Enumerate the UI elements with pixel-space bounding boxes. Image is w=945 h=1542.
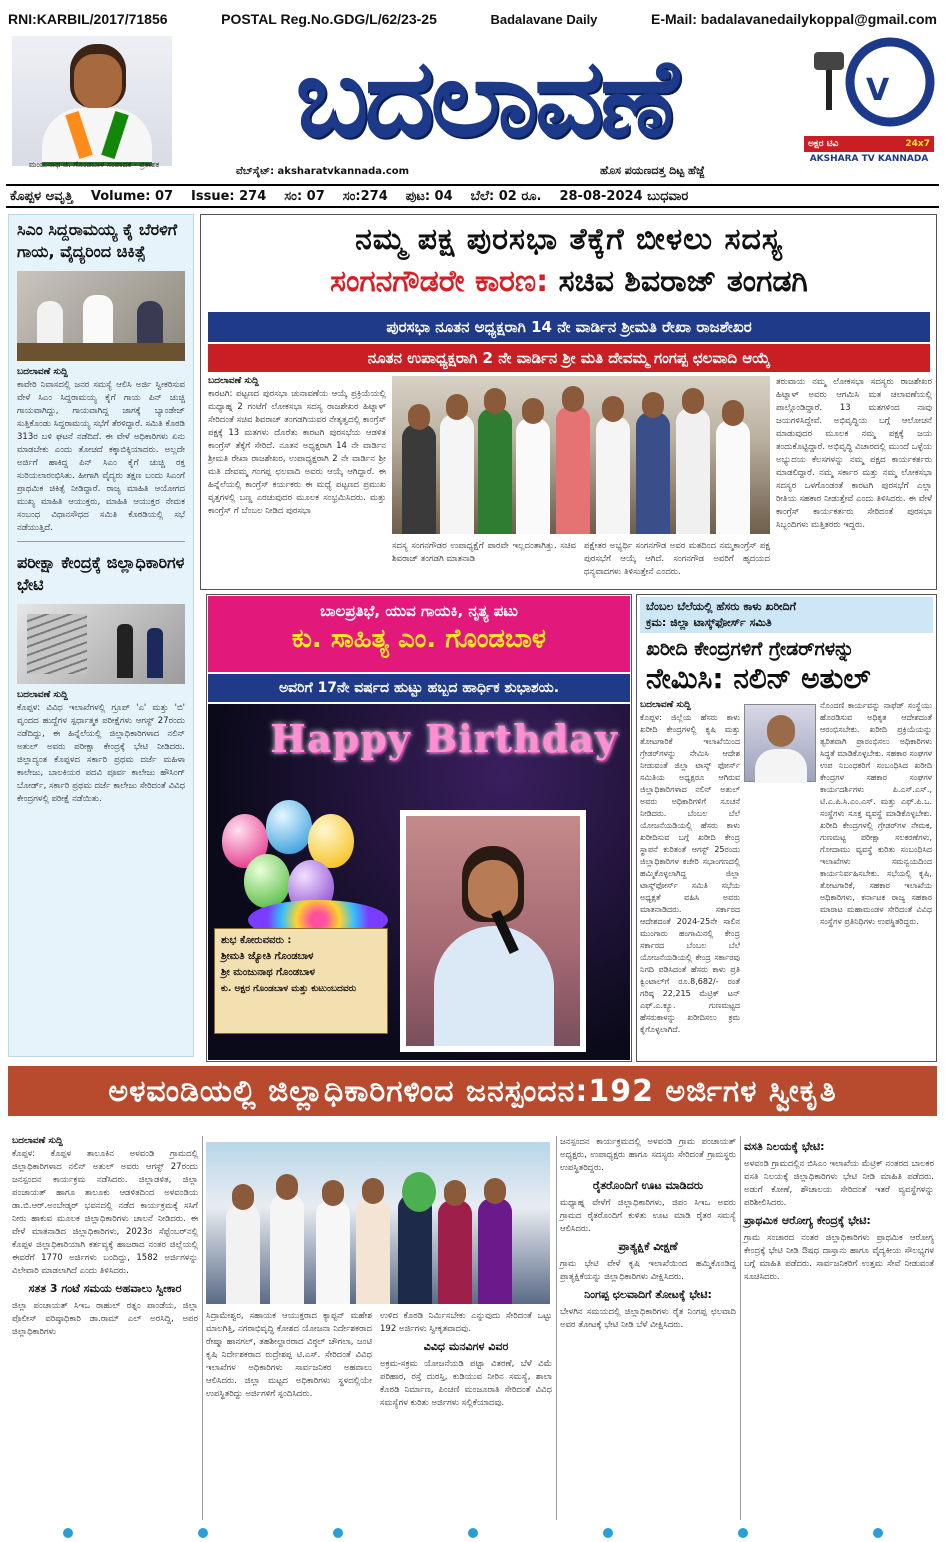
- dc-headline-2: ನೇಮಿಸಿ: ನಲಿನ್ ಅತುಲ್: [646, 662, 871, 695]
- bottom-byline: ಬದಲಾವಣೆ ಸುದ್ದಿ: [12, 1136, 63, 1146]
- main-headline-2-black: ಸಚಿವ ಶಿವರಾಜ್ ತಂಗಡಗಿ: [548, 264, 808, 299]
- bottom-col1b-text: ಜಿಲ್ಲಾ ಪಂಚಾಯತ್ ಸಿಇಒ ರಾಹುಲ್ ರತ್ನಂ ಪಾಂಡೆಯ, ಜಿಲ್ಲಾ ಪೊಲೀಸ್ ವರಿಷ್ಠಾಧಿಕಾರಿ ಡಾ.ರಾಮ್ ಎಲ್ ಅರಸಿದ್ದಿ, ಅಪರ ಜಿಲ್ಲಾಧಿಕಾರಿಗಳು: [12, 1301, 198, 1337]
- birthday-name: ಕು. ಸಾಹಿತ್ಯ ಎಂ. ಗೊಂಡಬಾಳ: [291, 624, 547, 654]
- tv-badge: 24x7: [905, 139, 930, 149]
- main-headline-1: ನಮ್ಮ ಪಕ್ಷ ಪುರಸಭಾ ತೆಕ್ಕೆಗೆ ಬೀಳಲು ಸದಸ್ಯ: [355, 222, 783, 257]
- main-story-col1: [208, 376, 386, 518]
- dc-kicker-line2: ಕ್ರಮ: ಜಿಲ್ಲಾ ಟಾಸ್ಕ್‌ಫೋರ್ಸ್ ಸಮಿತಿ: [646, 616, 772, 629]
- bottom-sub7: ಪ್ರಾಥಮಿಕ ಆರೋಗ್ಯ ಕೇಂದ್ರಕ್ಕೆ ಭೇಟಿ:: [744, 1214, 871, 1227]
- happy-birthday-text: Happy Birthday: [270, 716, 619, 761]
- bottom-col2-text: ಸಿದ್ರಾಮೇಶ್ವರ, ಸಹಾಯಕ ಆಯುಕ್ತರಾದ ಕ್ಯಾಪ್ಟನ್ ಮಹೇಶ ಮಾಲಗಿತ್ತಿ, ನಗರಾಭಿವೃದ್ಧಿ ಕೋಶದ ಯೋಜನಾ ನಿರ್ದೇಶಕರಾದ ರೇಷ್ಮಾ ಹಾನಗಲ್, ತಹಶೀಲ್ದಾರರಾದ ವಿಠ್ಠಲ್ ಚೌಗಲಾ, ಜಂಟಿ ಕೃಷಿ ನಿರ್ದೇಶಕರಾದ ರುದ್ರೇಶಪ್ಪ ಟಿ.ಎಸ್. ಸೇರಿದಂತೆ ವಿವಿಧ ಇಲಾಖೆಗಳ ಅಧಿಕಾರಿಗಳು ಸಾರ್ವಜನಿಕರ ಅಹವಾಲು ಆಲಿಸಿದರು. ಜಿಲ್ಲಾ ಮಟ್ಟದ ಅಧಿಕಾರಿಗಳು ಸ್ಥಳದಲ್ಲಿಯೇ ಉಪಸ್ಥಿತರಿದ್ದು ಅರ್ಜಿಗಳಿಗೆ ಸ್ಪಂದಿಸಿದರು.: [206, 1311, 372, 1399]
- footer-registration-marks: [0, 1528, 945, 1538]
- tagline: ಹೊಸ ಪಯಣದತ್ತ ದಿಟ್ಟ ಹೆಜ್ಜೆ: [600, 164, 705, 177]
- dc-col-left: [640, 700, 740, 1036]
- exam-story-body: ಕೊಪ್ಪಳ: ವಿವಿಧ ಇಲಾಖೆಗಳಲ್ಲಿ ಗ್ರೂಪ್ 'ಎ' ಮತ್ತು 'ಬಿ' ವೃಂದದ ಹುದ್ದೆಗಳ ಸ್ಪರ್ಧಾತ್ಮಕ ಪರೀಕ್ಷೆಗಳು ಆಗಸ್ಟ್ 27ರಂದು ನಡೆದಿದ್ದು, ಈ ಹಿನ್ನೆಲೆಯಲ್ಲಿ ಜಿಲ್ಲಾಧಿಕಾರಿಗಳಾದ ನಲಿನ್ ಅತುಲ್ ಅವರು ಪರೀಕ್ಷಾ ಕೇಂದ್ರಕ್ಕೆ ಭೇಟಿ ನೀಡಿದರು. ಜಿಲ್ಲಾದ್ಯಂತ ಕೊಪ್ಪಳದ ಸರ್ಕಾರಿ ಪ್ರಥಮ ದರ್ಜೆ ಮಹಿಳಾ ಕಾಲೇಜು, ಬಾಲಕಿಯರ ಪದವಿ ಪೂರ್ವ ಕಾಲೇಜು ಹೌಸಿಂಗ್ ಬೋರ್ಡ್, ಸರ್ಕಾರಿ ಪ್ರಥಮ ದರ್ಜೆ ಕಾಲೇಜು ಸೇರಿದಂತೆ ವಿವಿಧ ಕೇಂದ್ರಗಳಲ್ಲಿ ಪರೀಕ್ಷೆ ನಡೆಯಿತು.: [17, 703, 185, 804]
- bottom-col3b-text: ಅಕ್ರಮ-ಸಕ್ರಮ ಯೋಜನೆಯಡಿ ಪಟ್ಟಾ ವಿತರಣೆ, ಬೆಳೆ ವಿಮೆ ಪರಿಹಾರ, ರಸ್ತೆ ದುರಸ್ತಿ, ಕುಡಿಯುವ ನೀರಿನ ಸಮಸ್ಯೆ, ಶಾಲಾ ಕೊಠಡಿ ನಿರ್ಮಾಣ, ಪಿಂಚಣಿ ಮಂಜೂರಾತಿ ಸೇರಿದಂತೆ ವಿವಿಧ ಸಮಸ್ಯೆಗಳ ಕುರಿತು ಅರ್ಜಿಗಳು ಸಲ್ಲಿಕೆಯಾದವು.: [380, 1359, 552, 1408]
- rni-number: RNI:KARBIL/2017/71856: [8, 11, 168, 27]
- main-headline-2: [208, 264, 930, 299]
- cm-meeting-photo: [17, 271, 185, 361]
- bottom-col3: [380, 1310, 552, 1410]
- dc-kicker-line1: ಬೆಂಬಲ ಬೆಲೆಯಲ್ಲಿ ಹೆಸರು ಕಾಳು ಖರೀದಿಗೆ: [646, 600, 796, 613]
- dc-headline-1: ಖರೀದಿ ಕೇಂದ್ರಗಳಿಗೆ ಗ್ರೇಡರ್‌ಗಳನ್ನು: [646, 638, 855, 660]
- photo-caption-right: ಪಕ್ಷೇತರ ಅಭ್ಯರ್ಥಿ ಸಂಗನಗೌಡ ಅವರ ಮತದಿಂದ ನಮ್ಮಕಾಂಗ್ರೆಸ್ ಪಕ್ಷ ಪುರಸಭೆಗೆ ಆಯ್ಕೆ ಆಗಿದೆ. ಸಂಗನಗೌಡ ಅವರಿಗೆ ಹೃದಯದ ಧನ್ಯವಾದಗಳು ತಿಳಿಸುತ್ತೇನೆ ಎಂದರು.: [584, 541, 770, 577]
- editor-photo: [12, 36, 172, 166]
- council-group-photo: [392, 376, 770, 534]
- wisher-1: ಶ್ರೀಮತಿ ಜ್ಯೋತಿ ಗೊಂಡಬಾಳ: [221, 951, 314, 962]
- bottom-col4c-text: ಗ್ರಾಮ ಭೇಟಿ ವೇಳೆ ಕೃಷಿ ಇಲಾಖೆಯಿಂದ ಹಮ್ಮಿಕೊಂಡಿದ್ದ ಪ್ರಾತ್ಯಕ್ಷಿಕೆಯನ್ನು ಜಿಲ್ಲಾಧಿಕಾರಿಗಳು ವೀಕ್ಷಿಸಿದರು.: [560, 1259, 736, 1282]
- edition-label: ಕೊಪ್ಪಳ ಆವೃತ್ತಿ: [10, 188, 73, 204]
- vice-president-bar: ನೂತನ ಉಪಾಧ್ಯಕ್ಷರಾಗಿ 2 ನೇ ವಾರ್ಡಿನ ಶ್ರೀ ಮತಿ ದೇವಮ್ಮ ಗಂಗಪ್ಪ ಛಲವಾದಿ ಆಯ್ಕೆ: [208, 344, 930, 372]
- bottom-col5: [744, 1136, 934, 1284]
- column-divider: [740, 1136, 741, 1520]
- dc-body-right: ನೊಂದಣಿ ಕಾರ್ಯವನ್ನು ನಾಫೆಡ್ ಸಂಸ್ಥೆಯು ಹೊರಡಿಸುವ ಅಧಿಕೃತ ಆದೇಶದಂತೆ ಆರಂಭಿಸಬೇಕು. ಖರೀದಿ ಪ್ರಕ್ರಿಯೆಯನ್ನು ತ್ವರಿತವಾಗಿ ಪ್ರಾರಂಭಿಸಲು ಅಧಿಕಾರಿಗಳು ಸಿದ್ಧತೆ ಮಾಡಿಕೊಳ್ಳಬೇಕು. ಸಹಕಾರ ಸಂಘಗಳ ಉಪ ನಿಬಂಧಕರಿಗೆ ಸಂಬಂಧಿಸಿದ ಖರೀದಿ ಕೇಂದ್ರಗಳ ಸಹಕಾರ ಸಂಘಗಳ ಕಾರ್ಯದರ್ಶಿಗಳು ಪಿ.ಎಸ್.ಎಸ್., ಟಿ.ಎ.ಪಿ.ಸಿ.ಎಂ.ಎಸ್. ಮತ್ತು ಎಫ್.ಪಿ.ಒ. ಸಂಸ್ಥೆಗಳು ಸೂಕ್ತ ವ್ಯವಸ್ಥೆ ಮಾಡಿಕೊಳ್ಳಬೇಕು. ಖರೀದಿ ಕೇಂದ್ರಗಳಲ್ಲಿ ಗ್ರೇಡರ್‌ಗಳ ನೇಮಕ, ಗುಣಮಟ್ಟ ಪರೀಕ್ಷಾ ಸಲಕರಣೆಗಳು, ಗೋದಾಮು ವ್ಯವಸ್ಥೆ ಕುರಿತು ಸಂಬಂಧಿಸಿದ ಇಲಾಖೆಗಳು ಸಮನ್ವಯದಿಂದ ಕಾರ್ಯನಿರ್ವಹಿಸಬೇಕು. ಸಭೆಯಲ್ಲಿ ಕೃಷಿ, ತೋಟಗಾರಿಕೆ, ಸಹಕಾರ ಇಲಾಖೆಯ ಅಧಿಕಾರಿಗಳು, ಕರ್ನಾಟಕ ರಾಜ್ಯ ಸಹಕಾರ ಮಾರಾಟ ಮಹಾಮಂಡಳ ಸೇರಿದಂತೆ ವಿವಿಧ ಸಂಸ್ಥೆಗಳ ಪ್ರತಿನಿಧಿಗಳು ಉಪಸ್ಥಿತರಿದ್ದರು.: [820, 701, 932, 926]
- dc-story-kicker: [640, 597, 933, 633]
- bottom-col1: [12, 1136, 198, 1339]
- svg-text:V: V: [866, 73, 890, 108]
- birthday-girl-photo: [400, 810, 586, 1052]
- dc-byline: ಬದಲಾವಣೆ ಸುದ್ದಿ: [640, 700, 691, 710]
- pages: ಪುಟ: 04: [405, 188, 453, 204]
- wisher-2: ಶ್ರೀ ಮಂಜುನಾಥ ಗೊಂಡಬಾಳ: [221, 967, 315, 978]
- samputa: ಸಂ: 07: [284, 188, 325, 204]
- exam-centre-photo: [17, 604, 185, 684]
- bottom-col5b-text: ಗ್ರಾಮ ಸಂಚಾರದ ನಂತರ ಜಿಲ್ಲಾಧಿಕಾರಿಗಳು ಪ್ರಾಥಮಿಕ ಆರೋಗ್ಯ ಕೇಂದ್ರಕ್ಕೆ ಭೇಟಿ ನೀಡಿ ಔಷಧ ದಾಸ್ತಾನು ಹಾಗೂ ವೈದ್ಯಕೀಯ ಸೌಲಭ್ಯಗಳ ಬಗ್ಗೆ ಮಾಹಿತಿ ಪಡೆದರು. ಸಾರ್ವಜನಿಕರಿಗೆ ಉತ್ತಮ ಸೇವೆ ನೀಡುವಂತೆ ಸೂಚಿಸಿದರು.: [744, 1233, 934, 1282]
- left-news-column: [8, 214, 194, 1057]
- price: ಬೆಲೆ: 02 ರೂ.: [470, 188, 542, 204]
- bottom-sub6: ವಸತಿ ನಿಲಯಕ್ಕೆ ಭೇಟಿ:: [744, 1140, 825, 1153]
- janaspandana-banner: ಅಳವಂಡಿಯಲ್ಲಿ ಜಿಲ್ಲಾಧಿಕಾರಿಗಳಿಂದ ಜನಸ್ಪಂದನ:192 ಅರ್ಜಿಗಳ ಸ್ವೀಕೃತಿ: [8, 1066, 937, 1116]
- bottom-sub1: ಸತತ 3 ಗಂಟೆ ಸಮಯ ಅಹವಾಲು ಸ್ವೀಕಾರ: [28, 1282, 182, 1295]
- cm-story-byline: ಬದಲಾವಣೆ ಸುದ್ದಿ: [17, 367, 68, 377]
- tv-logo-icon: [800, 36, 938, 136]
- main-col1-text: ಕಾರಟಗಿ: ಪಟ್ಟಣದ ಪುರಸಭಾ ಚುನಾವಣೆಯ ಆಯ್ಕೆ ಪ್ರಕ್ರಿಯೆಯಲ್ಲಿ ಮಧ್ಯಾಹ್ನ 2 ಗಂಟೆಗೆ ಲೋಕಸಭಾ ಸದಸ್ಯ ರಾಜಶೇಖರ ಹಿಟ್ನಾಳ್ ಸೇರಿದಂತೆ ಸಚಿವ ಶಿವರಾಜ್ ತಂಗಡಗಿಯವರ ನೇತೃತ್ವದಲ್ಲಿ ಕಾಂಗ್ರೆಸ್ ಪಕ್ಷಕ್ಕೆ 13 ಮತಗಳು ದೊರೆತು ಕಾರಟಗಿ ಪುರಸಭೆಯ ಆಡಳಿತ ಕಾಂಗ್ರೆಸ್ ತೆಕ್ಕೆಗೆ ಸೇರಿದೆ. ನೂತನ ಅಧ್ಯಕ್ಷರಾಗಿ 14 ನೇ ವಾರ್ಡಿನ ಶ್ರೀಮತಿ ರೇಖಾ ರಾಜಶೇಖರ, ಉಪಾಧ್ಯಕ್ಷರಾಗಿ 2 ನೇ ವಾರ್ಡಿನ ಶ್ರೀ ಮತಿ ದೇವಮ್ಮ ಗಂಗಪ್ಪ ಛಲವಾದಿ ಅವರು ಆಯ್ಕೆ ಆಗಿದ್ದಾರೆ. ಈ ಹಿನ್ನೆಲೆಯಲ್ಲಿ ಕಾಂಗ್ರೆಸ್ ಕರ್ಯಕರು ಈ ಮಧ್ಯೆ ಪಟ್ಟಣದ ಪ್ರಮುಖ ವೃತ್ತಗಳಲ್ಲಿ ಬಣ್ಣ ಎರಚುವುದರ ಮೂಲಕ ಸಂಭ್ರಮಿಸಿದರು. ಮತ್ತು ಕಾಂಗ್ರೆಸ್ ಗೆ ಬೆಂಬಲ ನೀಡಿದ ಪುರಸಭಾ: [208, 389, 386, 516]
- editor-caption: ಮಂಜುನಾಥ ಜಿ. ಗೊಂಡಬಾಳ ಸಂಪಾದಕ - ಪ್ರಕಾಶಕ: [28, 160, 160, 169]
- masthead-title: ಬದಲಾವಣೆ: [295, 35, 675, 161]
- main-col-right-text: ತರುವಾಯ ನಮ್ಮ ಲೋಕಸಭಾ ಸದಸ್ಯರು ರಾಜಶೇಖರ ಹಿಟ್ನಾಳ್ ಅವರು ಆಗಮಿಸಿ ಮತ ಚಲಾವಣೆಯಲ್ಲಿ ಪಾಲ್ಗೊಂಡಿದ್ದಾರೆ. 13 ಮತಗಳಿಂದ ನಾವು ಜಯಗಳಿಸಿದ್ದೇವೆ. ಅಭಿವೃದ್ಧಿಯ ಬಗ್ಗೆ ಆಲೋಚನೆ ಮಾಡುವುದರ ಮೂಲಕ ನಮ್ಮ ಪಕ್ಷಕ್ಕೆ ಜಯ ತಂದುಕೊಟ್ಟಿದ್ದಾರೆ. ಅಭಿವೃದ್ಧಿ ವಿಚಾರದಲ್ಲಿ ಮುಂದೆ ಒಳ್ಳೆಯ ಅಭ್ಯುದಯ ಕೆಲಸಗಳನ್ನು ನಮ್ಮ ಪಕ್ಷದ ಕಾರ್ಯಕರ್ತರು ಮಾಡಲಿದ್ದಾರೆ. ನಮ್ಮ ಸರ್ಕಾರ ಮತ್ತು ನಮ್ಮ ಲೋಕಸಭಾ ಸದಸ್ಯರ ಒಳಗೊಂಡಂತೆ ಕಾರಟಗಿ ಪುರಸಭೆಗೆ ಎಲ್ಲಾ ರೀತಿಯ ಸಹಕಾರ ನೀಡುತ್ತೇವೆ ಎಂದು ತಿಳಿಸಿದರು. ಈ ವೇಳೆ ಕಾಂಗ್ರೆಸ್ ಕಾರ್ಯಕರ್ತರು ಸೇರಿದಂತೆ ಪುರಸಭಾ ಸಿಬ್ಬಂದಿಗಳು ಮತ್ತಿತರರು ಇದ್ದರು.: [776, 377, 932, 530]
- bottom-col4-text: ಜನಸ್ಪಂದನ ಕಾರ್ಯಕ್ರಮದಲ್ಲಿ ಅಳವಂಡಿ ಗ್ರಾಮ ಪಂಚಾಯತ್ ಅಧ್ಯಕ್ಷರು, ಉಪಾಧ್ಯಕ್ಷರು ಹಾಗೂ ಸದಸ್ಯರು ಸೇರಿದಂತೆ ಗ್ರಾಮಸ್ಥರು ಉಪಸ್ಥಿತರಿದ್ದರು.: [560, 1137, 736, 1173]
- cm-story-body: ಕಾವೇರಿ ನಿವಾಸದಲ್ಲಿ ಜನರ ಸಮಸ್ಯೆ ಆಲಿಸಿ ಅರ್ಜಿ ಸ್ವೀಕರಿಸುವ ವೇಳೆ ಸಿಎಂ ಸಿದ್ದರಾಮಯ್ಯ ಕೈಗೆ ಗಾಯ ಪಿನ್ ಚುಚ್ಚಿ ಗಾಯವಾಗಿದ್ದು, ಗಾಯವಾಗಿದ್ದ ಜಾಗಕ್ಕೆ ಬ್ಯಾಂಡೇಜ್ ಸುತ್ತಿಕೊಂಡು ಸಿದ್ದರಾಮಯ್ಯ ಸಭೆಗೆ ತೆರಳಿದ್ದಾರೆ. ಸಮಿತಿ ಕೊಠಡಿ 313ರ ಬಳಿ ಘಟನೆ ನಡೆದಿದೆ. ಈ ವೇಳೆ ಅಧಿಕಾರಿಗಳು ಏನು ಮಾಡಬೇಕು ಎಂದು ತೋಚದೆ ಕಕ್ಕಾಬಿಕ್ಕಿಯಾದರು. ಅಲ್ಲದೇ ಅರ್ಜಿಗೆ ಹಾಕಿದ್ದ ಪಿನ್ ಸಿಎಂ ಕೈಗೆ ಚುಚ್ಚಿ ರಕ್ತ ಸುರಿಯಲಾರಂಭಿಸಿತು. ಹೀಗಾಗಿ ವೈದ್ಯರು ತಕ್ಷಣ ಬಂದು ಸಿಎಂಗೆ ಪ್ರಾಥಮಿಕ ಚಿಕಿತ್ಸೆ ನೀಡಿದ್ದಾರೆ. ರಾಜ್ಯ ಮಾಹಿತಿ ಆಯೋಗದ ಮುಖ್ಯ ಮಾಹಿತಿ ಆಯುಕ್ತರು, ಮಾಹಿತಿ ಆಯುಕ್ತರ ನೇಮಕ ಸಂಬಂಧ ವಿಧಾನಸೌಧದ ಸಮಿತಿ ಕೊಠಡಿಯಲ್ಲಿ ಸಭೆ ನಡೆಯುತ್ತಿದೆ.: [17, 380, 185, 533]
- janaspandana-photo: [206, 1142, 550, 1304]
- bottom-col4: [560, 1136, 736, 1332]
- email-address: E-Mail: badalavanedailykoppal@gmail.com: [651, 11, 937, 27]
- birthday-header: [208, 596, 630, 672]
- main-byline: ಬದಲಾವಣೆ ಸುದ್ದಿ: [208, 376, 259, 386]
- volume: Volume: 07: [90, 188, 174, 204]
- column-divider: [202, 1136, 203, 1520]
- bottom-col3-text: ಉಳಿದ ಕೊಠಡಿ ನಿರ್ಮಿಸಬೇಕು ಎನ್ನುವುದು ಸೇರಿದಂತೆ ಒಟ್ಟು 192 ಅರ್ಜಿಗಳು ಸ್ವೀಕೃತವಾದವು.: [380, 1311, 552, 1334]
- wishers-box: [214, 928, 388, 1034]
- tv-label: ಅಕ್ಷರ ಟಿವಿ: [808, 139, 839, 149]
- paper-name-english: Badalavane Daily: [490, 11, 598, 27]
- top-info-bar: [8, 6, 937, 32]
- bottom-sub5: ನಿಂಗಪ್ಪ ಛಲವಾದಿಗೆ ತೋಟಕ್ಕೆ ಭೇಟಿ:: [584, 1288, 712, 1301]
- bottom-sub2: ವಿವಿಧ ಮನವಿಗಳ ವಿವರ: [423, 1340, 509, 1353]
- birthday-wish: ಅವರಿಗೆ 17ನೇ ವರ್ಷದ ಹುಟ್ಟು ಹಬ್ಬದ ಹಾರ್ಧಿಕ ಶುಭಾಶಯ.: [208, 674, 630, 702]
- date: 28-08-2024 ಬುಧವಾರ: [559, 188, 689, 204]
- cm-story-title: ಸಿಎಂ ಸಿದ್ದರಾಮಯ್ಯ ಕೈ ಬೆರಳಿಗೆ ಗಾಯ, ವೈದ್ಯರಿಂದ ಚಿಕಿತ್ಸೆ: [17, 220, 178, 261]
- photo-caption-left: ಸದಸ್ಯ ಸಂಗನಗೌಡರ ಉಪಾಧ್ಯಕ್ಷೆಗೆ ಪಾರವೇ ಇಲ್ಲದಂತಾಗಿತ್ತು. ಸಚಿವ ಶಿವರಾಜ್ ತಂಗಡಗಿ ಮಾತನಾಡಿ: [392, 541, 576, 564]
- sanchike: ಸಂ:274: [342, 188, 388, 204]
- main-headline-2-red: ಸಂಗನಗೌಡರೇ ಕಾರಣ:: [330, 264, 549, 299]
- tv-name: AKSHARA TV KANNADA: [809, 154, 929, 164]
- postal-reg: POSTAL Reg.No.GDG/L/62/23-25: [221, 11, 437, 27]
- exam-story-title: ಪರೀಕ್ಷಾ ಕೇಂದ್ರಕ್ಕೆ ಜಿಲ್ಲಾಧಿಕಾರಿಗಳ ಭೇಟಿ: [17, 553, 185, 594]
- issue-info-bar: [6, 184, 939, 208]
- bottom-sub4: ಪ್ರಾತ್ಯಕ್ಷಿಕೆ ವೀಕ್ಷಣೆ: [618, 1240, 678, 1253]
- website-text: ವೆಬ್‌ಸೈಟ್: aksharatvkannada.com: [236, 166, 410, 177]
- wisher-3: ಕು. ಅಕ್ಷರ ಗೊಂಡಬಾಳ ಮತ್ತು ಕುಟುಂಬದವರು: [221, 984, 357, 994]
- wishers-title: ಶುಭ ಕೋರುವವರು :: [221, 935, 292, 946]
- bottom-sub3: ರೈತರೊಂದಿಗೆ ಊಟ ಮಾಡಿದರು: [592, 1179, 704, 1192]
- column-divider: [556, 1136, 557, 1520]
- bottom-col5-text: ಅಳವಂಡಿ ಗ್ರಾಮದಲ್ಲಿನ ಬಿಸಿಎಂ ಇಲಾಖೆಯ ಮೆಟ್ರಿಕ್ ನಂತರದ ಬಾಲಕರ ವಸತಿ ನಿಲಯಕ್ಕೆ ಜಿಲ್ಲಾಧಿಕಾರಿಗಳು ಭೇಟಿ ನೀಡಿ ಮಾಹಿತಿ ಪಡೆದರು. ಅಡುಗೆ ಕೋಣೆ, ಶೌಚಾಲಯ ಸೇರಿದಂತೆ ಇತರೆ ವ್ಯವಸ್ಥೆಗಳನ್ನು ಪರಿಶೀಲಿಸಿದರು.: [744, 1159, 934, 1208]
- issue: Issue: 274: [191, 188, 267, 204]
- bottom-col4d-text: ಬೇಳಗಿನ ಸಮಯದಲ್ಲಿ ಜಿಲ್ಲಾಧಿಕಾರಿಗಳು ರೈತ ನಿಂಗಪ್ಪ ಛಲವಾದಿ ಅವರ ತೋಟಕ್ಕೆ ಭೇಟಿ ನೀಡಿ ಬೆಳೆ ವೀಕ್ಷಿಸಿದರು.: [560, 1307, 736, 1330]
- dc-body-left: ಕೊಪ್ಪಳ: ಜಿಲ್ಲೆಯ ಹೆಸರು ಕಾಳು ಖರೀದಿ ಕೇಂದ್ರಗಳಲ್ಲಿ ಕೃಷಿ ಮತ್ತು ತೋಟಗಾರಿಕೆ ಇಲಾಖೆಯಿಂದ ಗ್ರೇಡರ್‌ಗಳನ್ನು ನೇಮಿಸಿ ಆದೇಶ ನೀಡುವಂತೆ ಜಿಲ್ಲಾ ಟಾಸ್ಕ್ ಫೋರ್ಸ್ ಸಮಿತಿಯ ಅಧ್ಯಕ್ಷರೂ ಆಗಿರುವ ಜಿಲ್ಲಾಧಿಕಾರಿಗಳಾದ ನಲಿನ್ ಅತುಲ್ ಅವರು ಅಧಿಕಾರಿಗಳಿಗೆ ಸೂಚನೆ ನೀಡಿದರು. ಬೆಂಬಲ ಬೆಲೆ ಯೋಜನೆಯಡಿಯಲ್ಲಿ ಹೆಸರು ಕಾಳು ಖರೀದಿಸುವ ಬಗ್ಗೆ ಖರೀದಿ ಕೇಂದ್ರ ಸ್ಥಾಪನೆ ಕುರಿತಂತೆ ಆಗಸ್ಟ್ 25ರಂದು ಜಿಲ್ಲಾಧಿಕಾರಿಗಳ ಕಚೇರಿ ಸಭಾಂಗಣದಲ್ಲಿ ಹಮ್ಮಿಕೊಳ್ಳಲಾಗಿದ್ದ ಜಿಲ್ಲಾ ಟಾಸ್ಕ್‌ಫೋರ್ಸ್ ಸಮಿತಿ ಸಭೆಯ ಅಧ್ಯಕ್ಷತೆ ವಹಿಸಿ ಅವರು ಮಾತನಾಡಿದರು. ಸರ್ಕಾರದ ಆದೇಶದಂತೆ 2024-25ನೇ ಸಾಲಿನ ಮುಂಗಾರು ಹಂಗಾಮಿನಲ್ಲಿ ಕೇಂದ್ರ ಸರ್ಕಾರದ ಬೆಂಬಲ ಬೆಲೆ ಯೋಜನೆಯಡಿಯಲ್ಲಿ ಕೇಂದ್ರ ಸರ್ಕಾರವು ನಿಗದಿ ಪಡಿಸಿದಂತೆ ಹೆಸರು ಕಾಳು ಪ್ರತಿ ಕ್ವಿಂಟಾಲ್‌ಗೆ ರೂ.8,682/- ರಂತೆ ಗರಿಷ್ಠ 22,215 ಮೆಟ್ರಿಕ್ ಟನ್ ಎಫ್.ಎ.ಕ್ಯೂ. ಗುಣಮಟ್ಟದ ಹೆಸರುಕಾಳನ್ನು ಖರೀದಿಸಲು ಕ್ರಮ ಕೈಗೊಳ್ಳಲಾಗಿದೆ.: [640, 713, 740, 1034]
- bottom-col4b-text: ಮಧ್ಯಾಹ್ನ ವೇಳೆಗೆ ಜಿಲ್ಲಾಧಿಕಾರಿಗಳು, ಜಿಪಂ ಸಿಇಒ ಅವರು ಗ್ರಾಮದ ರೈತರೊಂದಿಗೆ ಕುಳಿತು ಊಟ ಮಾಡಿ ರೈತರ ಸಮಸ್ಯೆ ಆಲಿಸಿದರು.: [560, 1198, 736, 1234]
- nalin-atul-photo: [744, 704, 816, 782]
- president-bar: ಪುರಸಭಾ ನೂತನ ಅಧ್ಯಕ್ಷರಾಗಿ 14 ನೇ ವಾರ್ಡಿನ ಶ್ರೀಮತಿ ರೇಖಾ ರಾಜಶೇಖರ: [208, 312, 930, 342]
- bottom-col1-text: ಕೊಪ್ಪಳ: ಕೊಪ್ಪಳ ತಾಲೂಕಿನ ಅಳವಂಡಿ ಗ್ರಾಮದಲ್ಲಿ ಜಿಲ್ಲಾಧಿಕಾರಿಗಳಾದ ನಲಿನ್ ಅತುಲ್ ಅವರು ಆಗಸ್ಟ್ 27ರಂದು ಜನಸ್ಪಂದನ ಕಾರ್ಯಕ್ರಮ ನಡೆಸಿದರು. ಜಿಲ್ಲಾಡಳಿತ, ಜಿಲ್ಲಾ ಪಂಚಾಯತ್ ಹಾಗೂ ತಾಲೂಕು ಆಡಳಿತದಿಂದ ಅಳವಂಡಿಯ ಡಾ.ಬಿ.ಆರ್.ಅಂಬೇಡ್ಕರ್ ಭವನದಲ್ಲಿ ನಡೆದ ಕಾರ್ಯಕ್ರಮಕ್ಕೆ ಸಸಿಗೆ ನೀರು ಹಾಕುವ ಮೂಲಕ ಜಿಲ್ಲಾಧಿಕಾರಿಗಳು ಚಾಲನೆ ನೀಡಿದರು. ಈ ವೇಳೆ ಮಾತನಾಡಿದ ಜಿಲ್ಲಾಧಿಕಾರಿಗಳು, 2023ರ ಸೆಪ್ಟೆಂಬರ್‌ನಲ್ಲಿ ಕೊಪ್ಪಳ ಜಿಲ್ಲಾಧಿಕಾರಿಯಾಗಿ ಕರ್ತವ್ಯಕ್ಕೆ ಹಾಜರಾದ ನಂತರ ಜಿಲ್ಲೆಯಲ್ಲಿ ಈವರೆಗೆ 1770 ಅರ್ಜಿಗಳು ಬಂದಿದ್ದು, 1582 ಅರ್ಜಿಗಳನ್ನು ವಿಲೇವಾರಿ ಮಾಡಲಾಗಿದೆ ಎಂದು ತಿಳಿಸಿದರು.: [12, 1149, 198, 1276]
- exam-story-byline: ಬದಲಾವಣೆ ಸುದ್ದಿ: [17, 690, 68, 700]
- akshara-tv-logo: [800, 36, 938, 168]
- birthday-line1: ಬಾಲಪ್ರತಿಭೆ, ಯುವ ಗಾಯಕಿ, ನೃತ್ಯ ಪಟು: [320, 602, 518, 620]
